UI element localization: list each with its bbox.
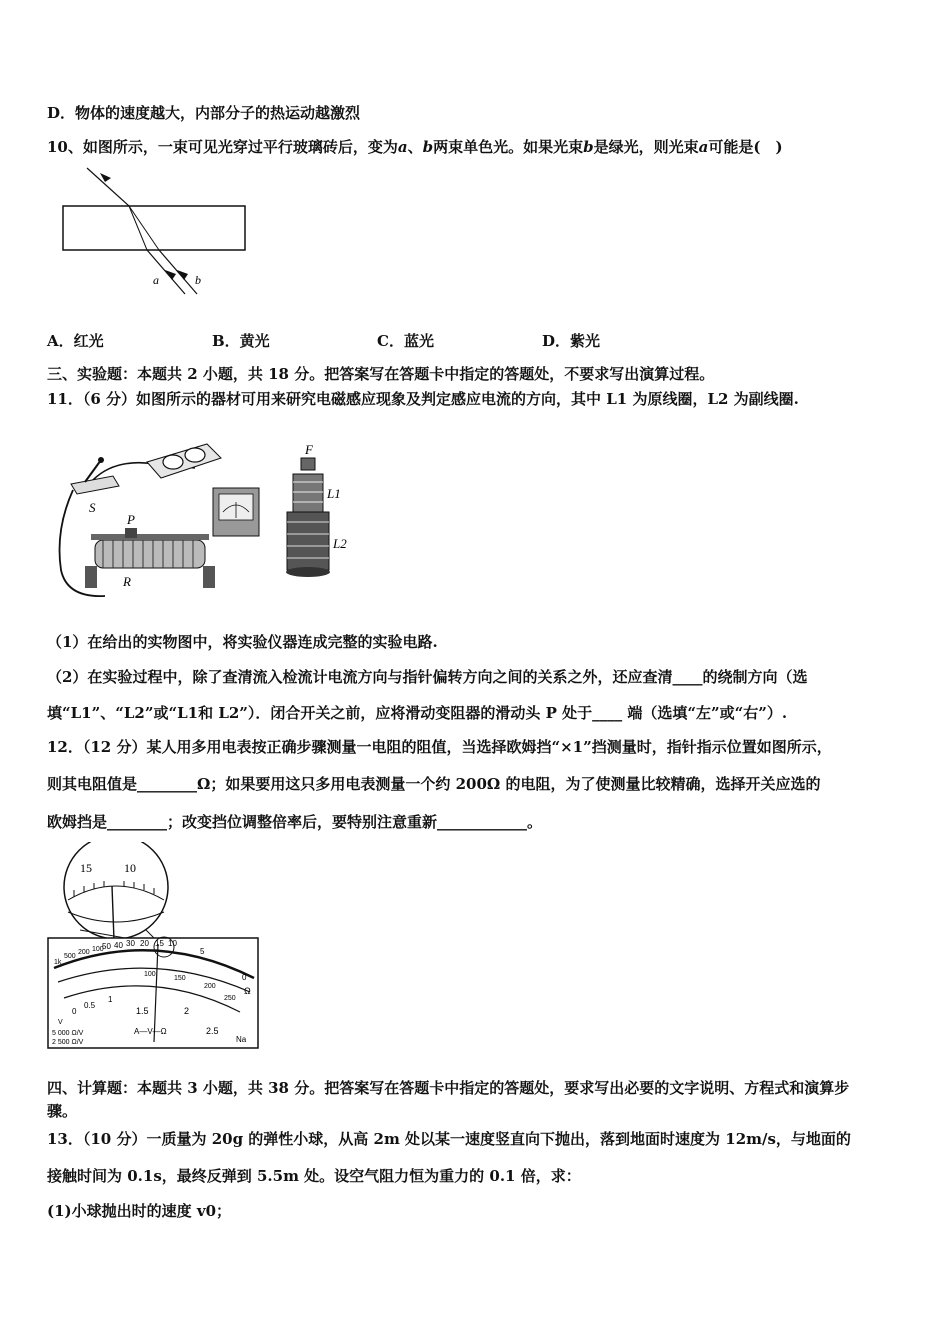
dc-1-5: 1.5 [136,1006,149,1016]
q11-stem: 11．（6 分）如图所示的器材可用来研究电磁感应现象及判定感应电流的方向，其中 L1 为原线圈，L2 为副线圈. [47,390,799,408]
ohm-500: 500 [64,953,76,960]
rheostat [85,512,215,589]
ohm-0: 0 [242,973,247,982]
q12-line3: 欧姆挡是________；改变挡位调整倍率后，要特别注意重新____________。 [47,813,543,831]
q12-multimeter-figure [44,842,264,1052]
incident-ray [87,168,129,206]
q10-stem-part4: 可能是( ) [708,138,783,156]
q10-option-d: D．紫光 [542,332,601,350]
q10-var-b: b [422,138,434,156]
label-p: P [127,512,135,527]
q11-part2-line2: 填“L1”、“L2”或“L1和 L2”）．闭合开关之前，应将滑动变阻器的滑动头 P 处于____ 端（选填“左”或“右”）. [47,704,788,722]
meter-av-label: A—V—Ω [134,1027,167,1036]
ohm-30: 30 [126,939,135,948]
v-100: 100 [144,971,156,978]
q10-option-b: B．黄光 [212,332,270,350]
q10-stem [47,137,783,157]
q13-line2: 接触时间为 0.1s，最终反弹到 5.5m 处。设空气阻力恒为重力的 0.1 倍，求： [47,1167,581,1185]
ohm-10: 10 [168,939,177,948]
emergent-ray-b [159,250,197,294]
q10-glass-slab-figure [55,160,265,300]
v-150: 150 [174,975,186,982]
q10-sep: 、 [407,138,423,156]
q11-part1: （1）在给出的实物图中，将实验仪器连成完整的实验电路. [47,633,438,651]
q13-line1: 13．（10 分）一质量为 20g 的弹性小球，从高 2m 处以某一速度竖直向下抛出，落到地面时速度为 12m/s，与地面的 [47,1130,851,1148]
zoom-label-15: 15 [80,861,92,875]
zoom-label-10: 10 [124,861,136,875]
dc-2: 2 [184,1006,190,1016]
section3-heading: 三、实验题：本题共 2 小题，共 18 分。把答案写在答题卡中指定的答题处，不要求写出演算过程。 [47,365,715,383]
q10-var-a: a [397,138,408,156]
dc-0: 0 [72,1007,77,1016]
dc-1: 1 [108,995,113,1004]
zoom-circle [64,842,168,948]
meter-brand: Na [236,1035,247,1044]
switch-s [71,457,119,515]
q10-var-a2: a [698,138,709,156]
q10-stem-part2: 两束单色光。如果光束 [433,138,584,156]
label-l2: L2 [333,536,347,551]
q13-part1: (1)小球抛出时的速度 v0； [47,1202,232,1220]
ohm-15: 15 [155,939,164,948]
ohm-1k: 1k [54,959,62,966]
section4-heading-line2: 骤。 [47,1102,78,1120]
v-250: 250 [224,995,236,1002]
meter-v-label: V [58,1019,63,1026]
ray-b-arrow-icon [177,270,188,280]
label-s: S [89,500,96,515]
q10-option-a: A．红光 [47,332,104,350]
galvanometer [213,488,259,536]
ohm-50: 50 [102,942,111,951]
q12-line2: 则其电阻值是________Ω；如果要用这只多用电表测量一个约 200Ω 的电阻，为了使测量比较精确，选择开关应选的 [47,775,821,793]
meter-spec2: 2 500 Ω/V [52,1039,84,1046]
label-a: a [153,273,159,287]
meter-spec1: 5 000 Ω/V [52,1030,84,1037]
label-l1: L1 [327,486,341,501]
q9-option-d: D．物体的速度越大，内部分子的热运动越激烈 [47,104,361,122]
section4-heading-line1: 四、计算题：本题共 3 小题，共 38 分。把答案写在答题卡中指定的答题处，要求写出必要的文字说明、方程式和演算步 [47,1079,850,1097]
label-r: R [123,574,131,589]
dc-2-5: 2.5 [206,1026,219,1036]
label-b: b [195,273,201,287]
ohm-20: 20 [140,939,149,948]
q10-var-b2: b [583,138,594,156]
ohm-200: 200 [78,949,90,956]
ray-a-arrow-icon [165,270,176,280]
q10-stem-part3: 是绿光，则光束 [593,138,699,156]
battery-box [147,444,221,478]
coils-l1-l2 [286,442,347,577]
ohm-40: 40 [114,941,123,950]
q11-part2-line1: （2）在实验过程中，除了查清流入检流计电流方向与指针偏转方向之间的关系之外，还应查清____的绕制方向（选 [47,668,808,686]
q12-line1: 12．（12 分）某人用多用电表按正确步骤测量一电阻的阻值，当选择欧姆挡“×1”挡测量时，指针指示位置如图所示， [47,738,832,756]
meter-face [48,937,258,1048]
q11-apparatus-figure [55,440,375,610]
dc-0-5: 0.5 [84,1001,96,1010]
q10-stem-part1: 10、如图所示，一束可见光穿过平行玻璃砖后，变为 [47,138,398,156]
label-f: F [305,442,313,457]
v-200: 200 [204,983,216,990]
ohm-symbol: Ω [244,986,251,996]
ohm-100: 100 [92,946,104,953]
q10-option-c: C．蓝光 [377,332,434,350]
ohm-5: 5 [200,947,205,956]
